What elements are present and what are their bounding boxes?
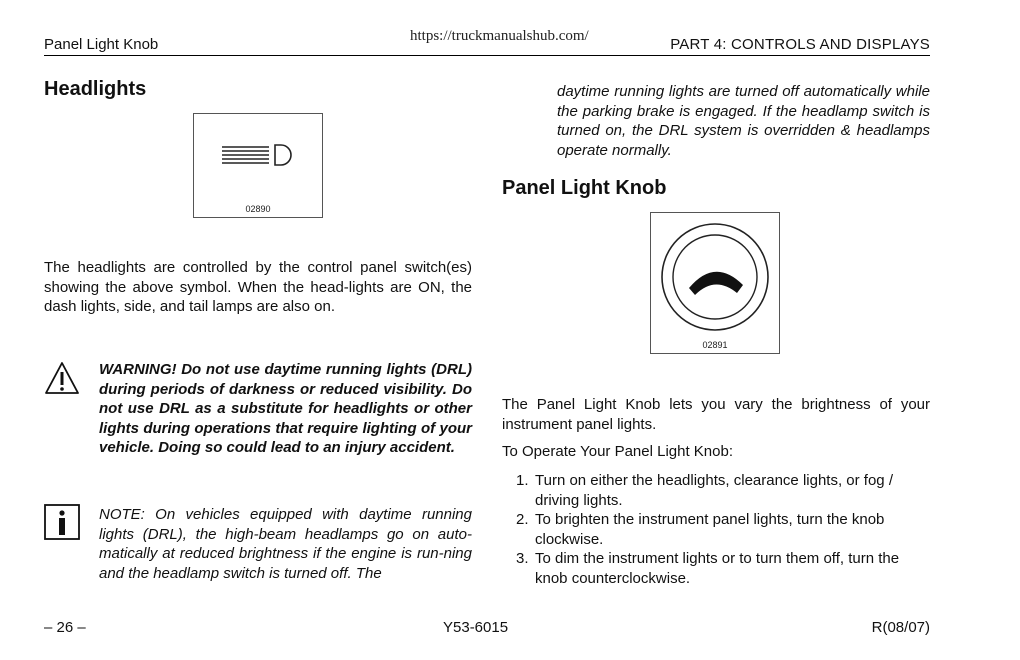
headlights-heading: Headlights bbox=[44, 78, 147, 100]
headlights-figure bbox=[193, 113, 323, 218]
step-text: Turn on either the headlights, clearance lights, or fog / driving lights. bbox=[535, 472, 893, 509]
figure-label: 02891 bbox=[702, 340, 728, 350]
list-item bbox=[502, 510, 930, 549]
figure-label: 02890 bbox=[245, 204, 271, 214]
note-text: NOTE: On vehicles equipped with daytime running lights (DRL), the high-beam headlamps go on auto-matically at reduced brightness if the engine is run-ning and the headlamp switch is turned off. The bbox=[99, 506, 472, 582]
warning-text: WARNING! Do not use daytime running lights (DRL) during periods of darkness or reduced visibility. Do not use DRL as a substitute for headlights or other lights during operations that require lighting of your vehicle. Doing so could lead to an injury accident. bbox=[99, 361, 472, 456]
panel-light-knob-heading: Panel Light Knob bbox=[502, 177, 667, 199]
headlamp-icon bbox=[194, 114, 322, 204]
header-part-title: PART 4: CONTROLS AND DISPLAYS bbox=[670, 36, 930, 53]
page-number: – 26 – bbox=[44, 619, 86, 636]
step-text: To brighten the instrument panel lights, turn the knob clockwise. bbox=[535, 511, 885, 548]
steps-intro: To Operate Your Panel Light Knob: bbox=[502, 443, 734, 460]
step-number: 3. bbox=[516, 550, 529, 567]
note-continued-text: daytime running lights are turned off automatically while the parking brake is engaged. If the headlamp switch is turned on, the DRL system is overridden & headlamps operate normally. bbox=[557, 83, 930, 159]
warning-triangle-icon bbox=[44, 361, 80, 400]
steps-list bbox=[502, 471, 930, 588]
step-number: 1. bbox=[516, 472, 529, 489]
panel-light-knob-body: The Panel Light Knob lets you vary the brightness of your instrument panel lights. bbox=[502, 396, 930, 433]
panel-light-knob-figure bbox=[650, 212, 780, 354]
document-id: Y53-6015 bbox=[443, 619, 509, 636]
headlights-body: The headlights are controlled by the control panel switch(es) showing the above symbol. When the head-lights are ON, the dash lights, side, and tail lamps are also on. bbox=[44, 259, 472, 315]
info-icon bbox=[44, 504, 80, 545]
list-item bbox=[502, 549, 930, 588]
dimmer-knob-icon bbox=[651, 213, 779, 339]
step-text: To dim the instrument lights or to turn them off, turn the knob counterclockwise. bbox=[535, 550, 900, 587]
step-number: 2. bbox=[516, 511, 529, 528]
header-url: https://truckmanualshub.com/ bbox=[410, 28, 589, 44]
header-section-title: Panel Light Knob bbox=[44, 36, 159, 53]
revision-date: R(08/07) bbox=[871, 619, 930, 636]
header-divider bbox=[44, 55, 930, 56]
list-item bbox=[502, 471, 930, 510]
